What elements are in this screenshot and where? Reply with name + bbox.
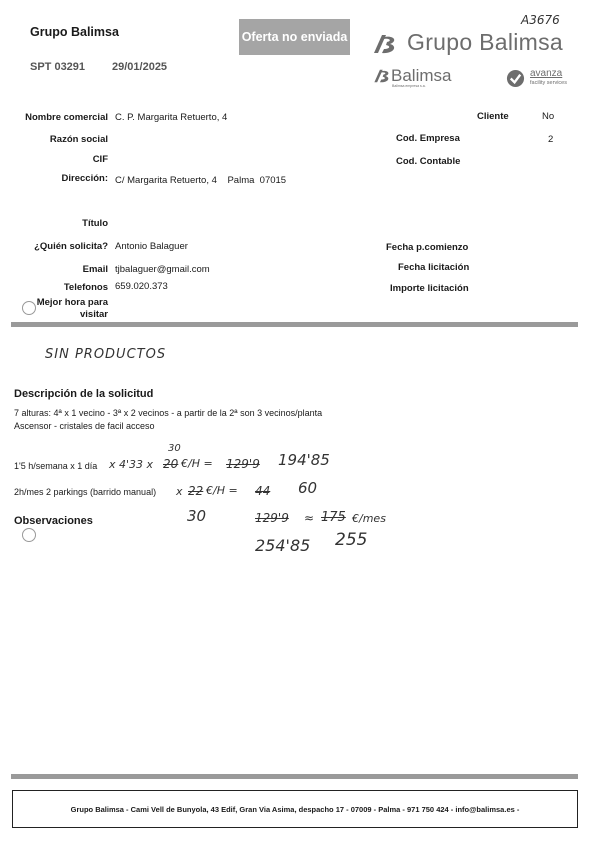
fecha-licitacion-label: Fecha licitación <box>398 262 470 273</box>
cod-empresa-label: Cod. Empresa <box>396 133 460 144</box>
handwritten-calc-1b: 20 <box>163 457 179 471</box>
descripcion-line-4: 2h/mes 2 parkings (barrido manual) <box>14 487 157 497</box>
balimsa-logo-subtext: Balimsa empresa s.a. <box>392 84 426 88</box>
quien-solicita-label: ¿Quién solicita? <box>34 241 108 252</box>
descripcion-line-1: 7 alturas: 4ª x 1 vecino - 3ª x 2 vecinos - a partir de la 2ª son 3 vecinos/planta <box>14 408 323 418</box>
handwritten-calc-3e: €/mes <box>352 512 386 525</box>
handwritten-total-2: 255 <box>335 530 368 550</box>
cod-contable-label: Cod. Contable <box>396 156 461 167</box>
nombre-comercial-value: C. P. Margarita Retuerto, 4 <box>115 112 228 123</box>
balimsa-logo-icon <box>370 31 400 57</box>
email-label: Email <box>82 264 108 275</box>
handwritten-reference: A3676 <box>521 13 560 27</box>
mejor-hora-label: Mejor hora para <box>36 297 108 308</box>
balimsa-logo-text: Balimsa <box>391 66 452 85</box>
handwritten-calc-1-small: 30 <box>168 443 181 454</box>
handwritten-calc-2c: €/H = <box>206 484 238 497</box>
descripcion-title: Descripción de la solicitud <box>14 388 154 400</box>
descripcion-line-2: Ascensor - cristales de facil acceso <box>14 421 155 431</box>
avanza-logo-icon <box>506 69 525 88</box>
punch-hole-circle-2 <box>22 528 36 542</box>
punch-hole-circle <box>22 301 36 315</box>
handwritten-calc-2d: 44 <box>255 484 271 498</box>
footer-divider <box>11 774 578 779</box>
fecha-comienzo-label: Fecha p.comienzo <box>386 242 469 253</box>
handwritten-sin-productos: SIN PRODUCTOS <box>45 347 167 362</box>
handwritten-calc-3d: 175 <box>321 510 346 525</box>
direccion-value: C/ Margarita Retuerto, 4 Palma 07015 <box>115 175 287 186</box>
cliente-value: No <box>542 111 555 122</box>
direccion-label: Dirección: <box>61 173 108 184</box>
handwritten-calc-1a: x 4'33 x <box>109 458 154 471</box>
cif-label: CIF <box>92 154 108 165</box>
footer-text: Grupo Balimsa - Cami Vell de Bunyola, 43 Edif, Gran Via Asima, despacho 17 - 07009 - Palma - 971 750 424 - info@balimsa.es - <box>70 804 520 814</box>
section-divider <box>11 322 578 327</box>
company-name: Grupo Balimsa <box>30 25 119 39</box>
handwritten-calc-3b: 129'9 <box>255 511 289 525</box>
handwritten-calc-3c: ≈ <box>304 511 315 525</box>
descripcion-line-3: 1'5 h/semana x 1 día <box>14 461 98 471</box>
cod-empresa-value: 2 <box>548 134 554 145</box>
footer-box <box>12 790 578 828</box>
handwritten-calc-2a: x <box>176 485 183 498</box>
telefonos-label: Telefonos <box>63 282 108 293</box>
document-date: 29/01/2025 <box>112 61 168 73</box>
cliente-label: Cliente <box>477 111 509 122</box>
razon-social-label: Razón social <box>49 134 108 145</box>
observaciones-title: Observaciones <box>14 515 93 527</box>
handwritten-calc-1c: €/H = <box>181 457 213 470</box>
nombre-comercial-label: Nombre comercial <box>25 112 108 123</box>
balimsa-small-logo-icon <box>371 67 393 85</box>
visitar-label: visitar <box>80 309 108 320</box>
handwritten-calc-2e: 60 <box>298 479 318 497</box>
status-stamp: Oferta no enviada <box>239 19 350 55</box>
email-value: tjbalaguer@gmail.com <box>115 264 210 275</box>
handwritten-total-1: 254'85 <box>255 536 311 555</box>
handwritten-calc-1d: 129'9 <box>226 457 260 471</box>
quien-solicita-value: Antonio Balaguer <box>115 241 188 252</box>
spt-number: SPT 03291 <box>30 61 86 73</box>
handwritten-calc-1e: 194'85 <box>278 451 330 469</box>
handwritten-calc-2b: 22 <box>188 484 204 498</box>
telefonos-value: 659.020.373 <box>115 281 168 292</box>
avanza-logo-subtext: facility services <box>530 80 567 86</box>
grupo-balimsa-logo-text: Grupo Balimsa <box>407 29 564 55</box>
importe-licitacion-label: Importe licitación <box>390 283 469 294</box>
titulo-label: Título <box>82 218 108 229</box>
handwritten-calc-3a: 30 <box>187 507 207 525</box>
avanza-logo-text: avanza <box>530 68 563 79</box>
